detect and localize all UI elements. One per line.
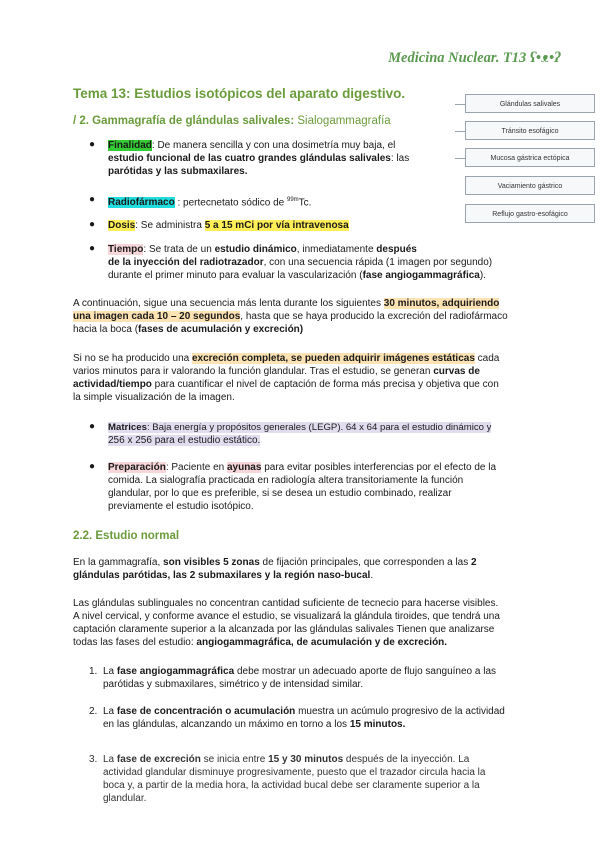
para2-text4: para cuantificar el nivel de captación de forma más precisa y objetiva que con (151, 379, 499, 390)
bullet-radiofarmaco (108, 194, 311, 209)
preparacion-label: Preparación (108, 462, 166, 473)
para3-text3: . (370, 570, 374, 581)
para4-text4: todas las fases del estudio: (73, 637, 197, 648)
section-title-sub: Sialogammagrafía (294, 115, 391, 127)
list-text: glandular. (103, 793, 147, 804)
list-bold: fase de concentración o acumulación (116, 706, 296, 717)
diagram-box-reflujo: Reflujo gastro-esofágico (465, 204, 595, 223)
finalidad-label: Finalidad (108, 140, 152, 151)
list-number: 2. (89, 706, 98, 717)
bullet-icon: ● (89, 139, 96, 150)
preparacion-text3: comida. La sialografía practicada en radiología altera transitoriamente la función (108, 475, 464, 486)
preparacion-text4: glandular, por lo que es preferible, si se desea un estudio combinado, realizar (108, 488, 452, 499)
tiempo-bold3: de la inyección del radiotrazador (108, 257, 264, 268)
dosis-highlight: 5 a 15 mCi por vía intravenosa (204, 220, 349, 231)
para4-bold: angiogammagráfica, de acumulación y de excreción. (196, 637, 448, 648)
tiempo-text4: durante el primer minuto para evaluar la vascularización ( (108, 270, 363, 281)
bullet-dosis (108, 219, 349, 232)
list-text: boca y, a partir de la media hora, la actividad bucal debe ser claramente superior a la (103, 780, 480, 791)
bullet-tiempo (108, 243, 548, 282)
para2-text1: Si no se ha producido una (73, 353, 192, 364)
dosis-label: Dosis (108, 220, 136, 231)
preparacion-text5: previamente el estudio isotópico. (108, 501, 254, 512)
preparacion-highlight: ayunas (226, 462, 262, 473)
para3-text2: de fijación principales, que corresponden a las (259, 557, 472, 568)
diagram-box-salivales: Glándulas salivales (465, 94, 595, 113)
preparacion-text2: para evitar posibles interferencias por el efecto de la (261, 462, 497, 473)
diagram-box-vaciamiento: Vaciamiento gástrico (465, 176, 595, 195)
list-text: debe mostrar un adecuado aporte de flujo sanguíneo a las (234, 666, 497, 677)
section-title (73, 115, 391, 127)
para3-text1: En la gammagrafía, (73, 557, 164, 568)
diagram-box-mucosa: Mucosa gástrica ectópica (465, 148, 595, 167)
tiempo-label: Tiempo (108, 244, 144, 255)
tiempo-text5: ). (479, 270, 486, 281)
list-item (90, 753, 540, 805)
paragraph-secuencia (73, 297, 543, 336)
tiempo-text3: , con una secuencia rápida (1 imagen por segundo) (263, 257, 493, 268)
list-bold: fase angiogammagráfica (116, 666, 235, 677)
para4-line2: A nivel cervical, y conforme avance el estudio, se visualizará la glándula tiroides, que tendrá una (73, 611, 500, 622)
para4-line1: Las glándulas sublinguales no concentran cantidad suficiente de tecnecio para hacerse visibles. (73, 598, 499, 609)
list-text: La (103, 706, 117, 717)
list-bold: 15 minutos. (349, 719, 406, 730)
bullet-matrices (108, 421, 548, 447)
list-item (90, 665, 540, 691)
para2-text3: varios minutos para ir valorando la función glandular. Tras el estudio, se generan (73, 366, 434, 377)
list-item (90, 705, 540, 731)
matrices-label: Matrices (108, 422, 147, 433)
para1-bold: fases de acumulación y excreción) (138, 324, 304, 335)
diagram-connector (455, 104, 465, 105)
para1-text1: A continuación, sigue una secuencia más lenta durante los siguientes (73, 298, 384, 309)
finalidad-text2: : las (390, 153, 410, 164)
para2-highlight: excreción completa, se pueden adquirir imágenes estáticas (191, 353, 475, 364)
bullet-icon: ● (89, 461, 96, 472)
para4-line3: captación claramente superior a la alcanzada por las glándulas salivales Tienen que analizarse (73, 624, 495, 635)
tiempo-bold1: estudio dinámico (214, 244, 297, 255)
list-text: La (103, 666, 117, 677)
para1-text2: , hasta que se haya producido la excreción del radiofármaco (240, 311, 508, 322)
tiempo-text: : Se trata de un (143, 244, 215, 255)
radiofarmaco-text2: Tc. (298, 197, 312, 209)
page-header: Medicina Nuclear. T13 ʕ•ᴥ•ʔ (388, 50, 560, 66)
list-text: se inicia entre (200, 754, 269, 765)
list-text: en las glándulas, alcanzando un máximo en torno a los (103, 719, 350, 730)
matrices-text1: : Baja energía y propósitos generales (LEGP). 64 x 64 para el estudio dinámico y (146, 422, 492, 433)
tiempo-text2: , inmediatamente (296, 244, 377, 255)
radiofarmaco-text: : pertecnetato sódico de (174, 197, 287, 209)
diagram-box-esofagico: Tránsito esofágico (465, 121, 595, 140)
list-number: 1. (89, 666, 98, 677)
dosis-text: : Se administra (135, 220, 205, 231)
para1-highlight1: 30 minutos, adquiriendo (383, 298, 500, 309)
para2-bold2: actividad/tiempo (73, 379, 152, 390)
paragraph-zonas (73, 556, 543, 582)
preparacion-text1: : Paciente en (165, 462, 227, 473)
paragraph-sublinguales (73, 597, 543, 649)
bullet-preparacion (108, 461, 548, 513)
list-text: La (103, 754, 117, 765)
matrices-text2: 256 x 256 para el estudio estático. (108, 435, 261, 446)
radiofarmaco-label: Radiofármaco (108, 197, 175, 209)
bullet-icon: ● (89, 194, 96, 205)
section-title-main: / 2. Gammagrafía de glándulas salivales: (73, 115, 295, 127)
para2-text2: cada (474, 353, 500, 364)
para2-text5: la simple visualización de la imagen. (73, 392, 235, 403)
finalidad-bold2: parótidas y las submaxilares. (108, 166, 248, 177)
list-text: actividad glandular disminuye progresivamente, puesto que el trazador circula hacia la (103, 767, 486, 778)
list-bold: fase de excreción (116, 754, 201, 765)
topic-title: Tema 13: Estudios isotópicos del aparato digestivo. (73, 86, 406, 101)
paragraph-imagenes-estaticas (73, 352, 543, 404)
bullet-finalidad (108, 139, 448, 178)
para2-bold1: curvas de (433, 366, 480, 377)
bullet-icon: ● (89, 243, 96, 254)
bullet-icon: ● (89, 219, 96, 230)
finalidad-text: : De manera sencilla y con una dosimetría muy baja, el (151, 140, 396, 151)
list-text: después de la inyección. La (343, 754, 470, 765)
subsection-title: 2.2. Estudio normal (73, 530, 180, 542)
list-text: muestra un acúmulo progresivo de la actividad (295, 706, 505, 717)
diagram-connector (455, 131, 465, 132)
bullet-icon: ● (89, 421, 96, 432)
tiempo-bold4: fase angiogammagráfica (362, 270, 480, 281)
para1-text3: hacia la boca ( (73, 324, 139, 335)
para3-bold2: 2 (471, 557, 477, 568)
tiempo-bold2: después (376, 244, 417, 255)
para3-bold1: son visibles 5 zonas (163, 557, 260, 568)
isotope-superscript: 99m (286, 197, 299, 203)
diagram-connector (455, 158, 465, 159)
list-bold: 15 y 30 minutos (268, 754, 344, 765)
para3-bold3: glándulas parótidas, las 2 submaxilares y la región naso-bucal (73, 570, 371, 581)
para1-highlight2: una imagen cada 10 – 20 segundos (73, 311, 241, 322)
list-number: 3. (89, 754, 98, 765)
finalidad-bold: estudio funcional de las cuatro grandes glándulas salivales (108, 153, 391, 164)
list-text: parótidas y submaxilares, simétrico y de intensidad similar. (103, 679, 364, 690)
